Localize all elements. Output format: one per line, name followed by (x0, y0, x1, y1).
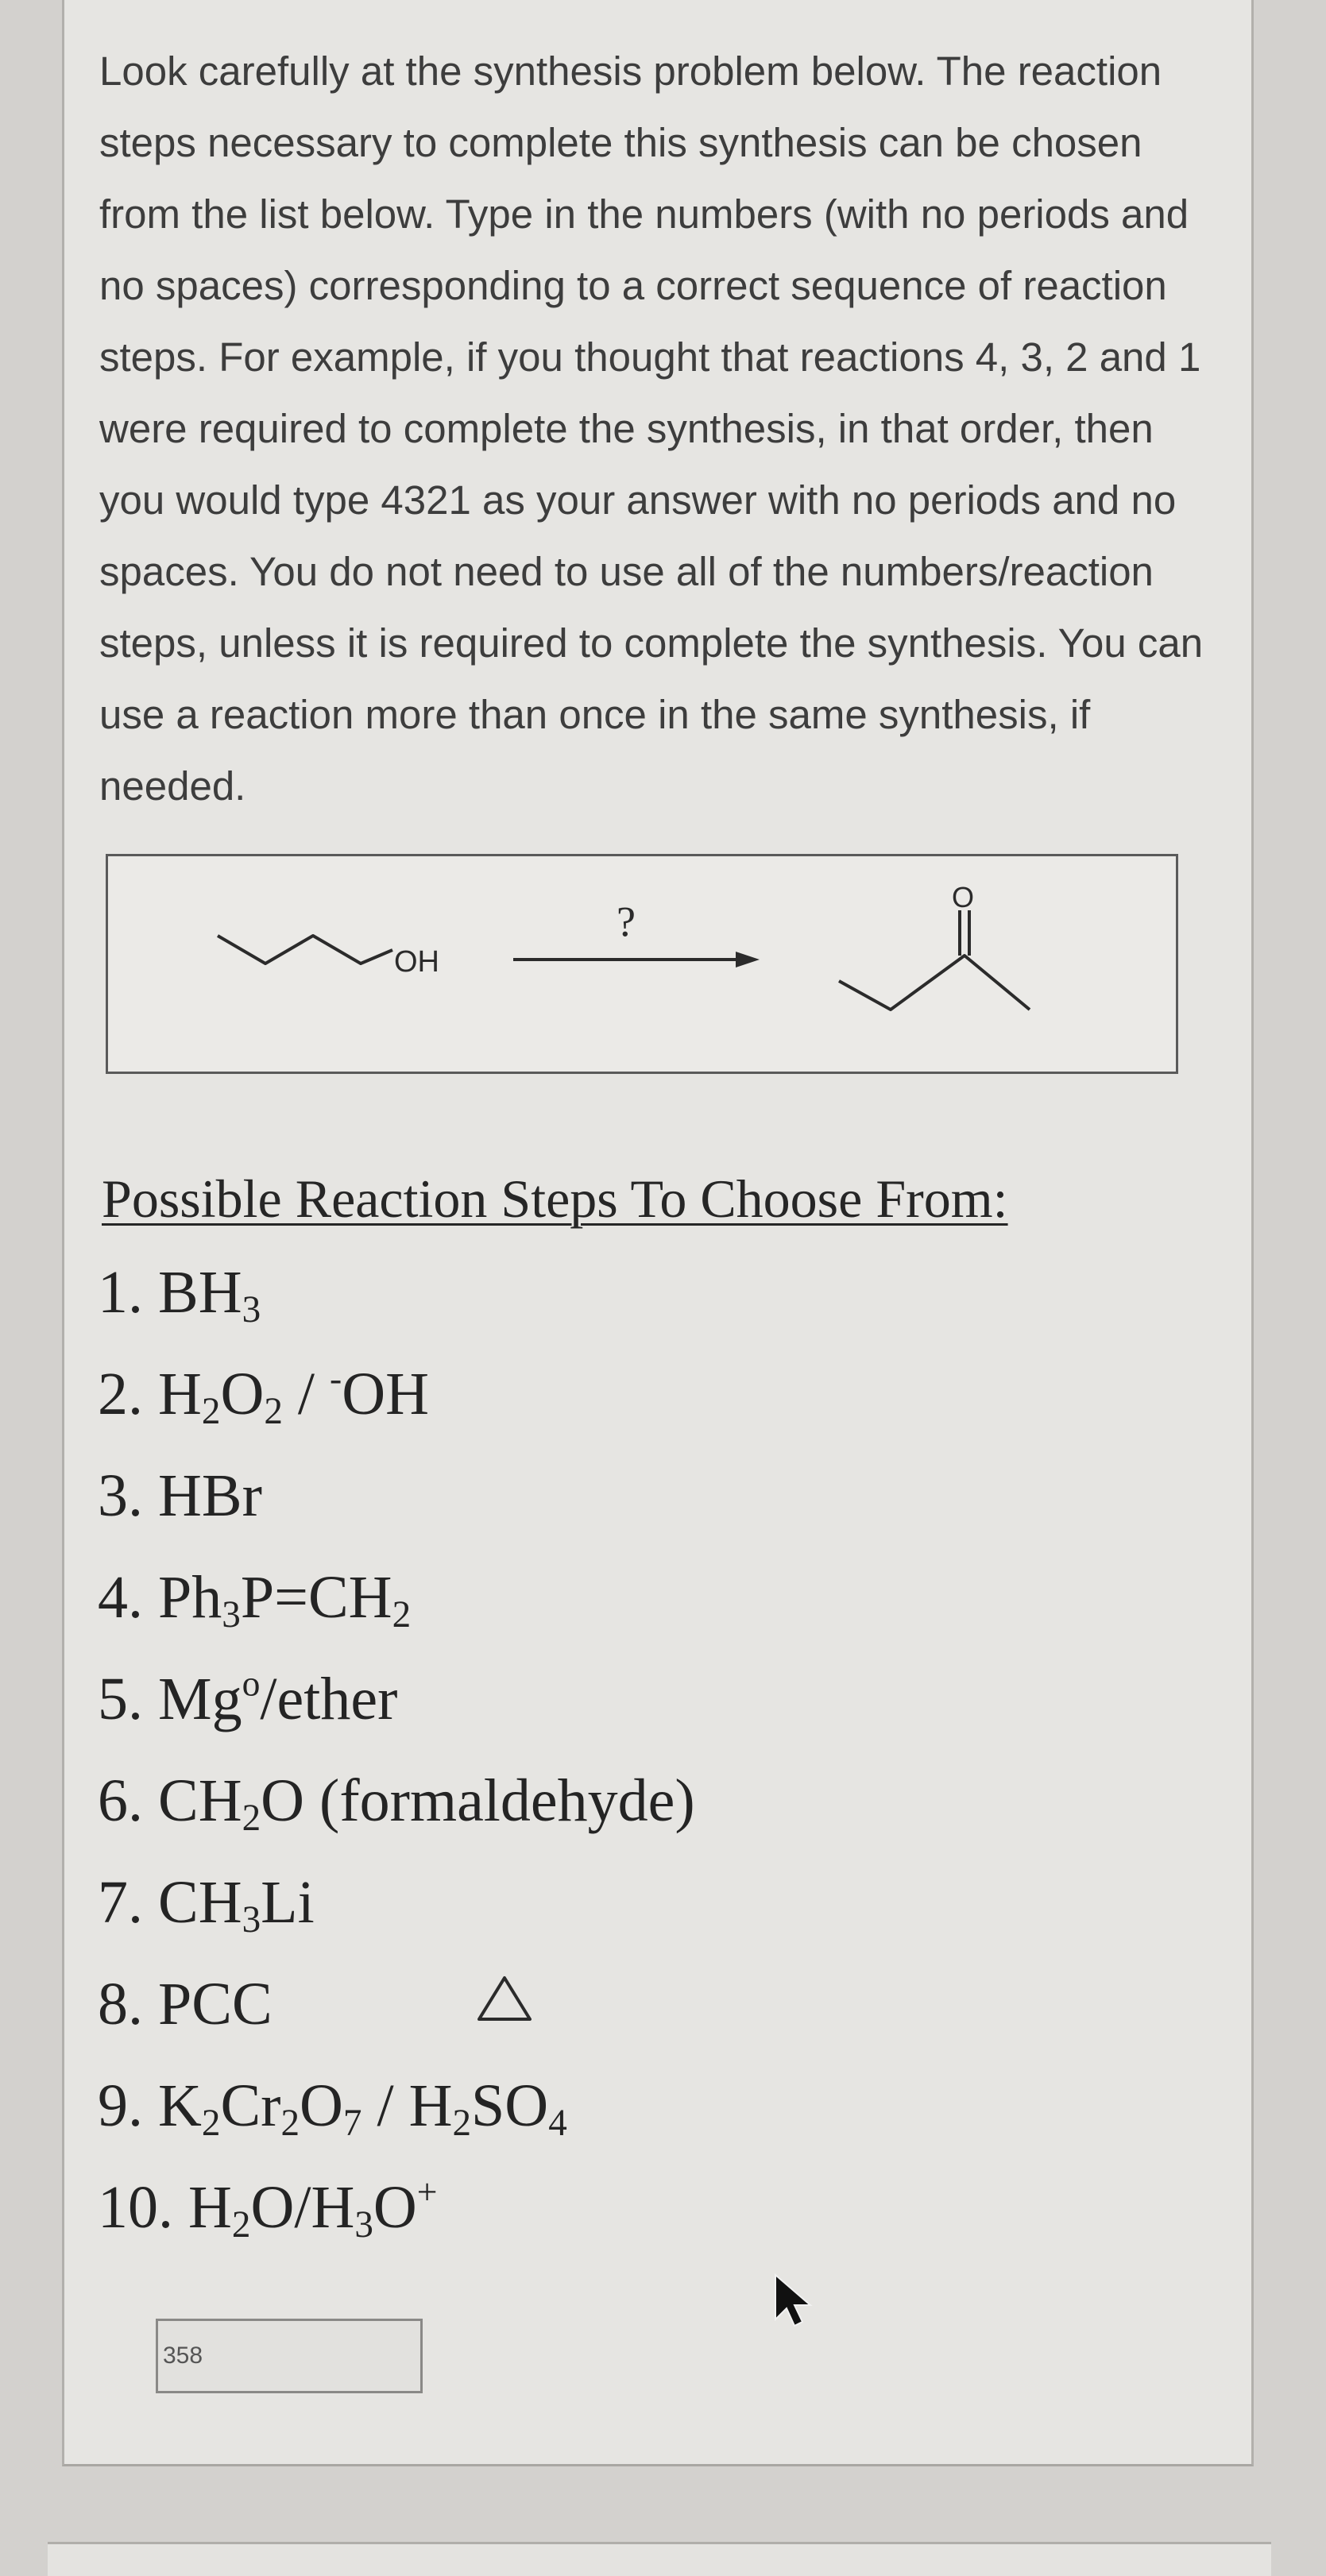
reaction-step-8: 8. PCC (98, 1971, 273, 2037)
mouse-pointer-icon (769, 2273, 825, 2329)
question-instructions: Look carefully at the synthesis problem below. The reaction steps necessary to complete this synthesis can be chosen from the list below. Type in the numbers (with no periods and no spaces) corresponding to a correct sequence of reaction steps. For example, if you thought that reactions 4, 3, 2 and 1 were required to complete the synthesis, in that order, then you would type 4321 as your answer with no periods and no spaces. You do not need to use all of the numbers/reaction steps, unless it is required to complete the synthesis. You can use a reaction more than once in the same synthesis, if needed. (99, 48, 1204, 809)
reactant-oh-label: OH (394, 945, 439, 979)
reaction-step-6: 6. $CH_2O$ (formaldehyde) (98, 1767, 695, 1839)
steps-heading: Possible Reaction Steps To Choose From: (102, 1168, 1008, 1229)
reaction-step-4: 4. $Ph_3P=CH_2$ (98, 1564, 412, 1636)
product-oxygen-label: O (952, 881, 975, 913)
reaction-step-3: 3. HBr (98, 1462, 262, 1529)
reaction-step-10: 10. $H_2O/H_3O^+$ (98, 2171, 438, 2246)
reactant-skeleton (218, 936, 392, 964)
reaction-steps-list (98, 1257, 695, 2273)
reaction-arrow-label: ? (617, 898, 636, 945)
reaction-step-5: 5. Mg$^o$/ether (98, 1663, 398, 1732)
reaction-step-7: 7. $CH_3Li$ (98, 1869, 315, 1941)
answer-input[interactable] (156, 2319, 423, 2393)
reaction-step-9: 9. $K_2Cr_2O_7 / H_2SO_4$ (98, 2072, 567, 2144)
reaction-step-2: 2. $H_2O_2 / ^-OH$ (98, 1358, 429, 1432)
reaction-diagram (108, 856, 1181, 1076)
reaction-step-1: 1. $BH_3$ (98, 1259, 261, 1330)
reaction-arrowhead (736, 952, 760, 967)
next-panel-edge (48, 2542, 1271, 2576)
product-skeleton (839, 956, 1030, 1010)
triangle-icon (475, 1973, 534, 2024)
synthesis-scheme (106, 854, 1178, 1074)
